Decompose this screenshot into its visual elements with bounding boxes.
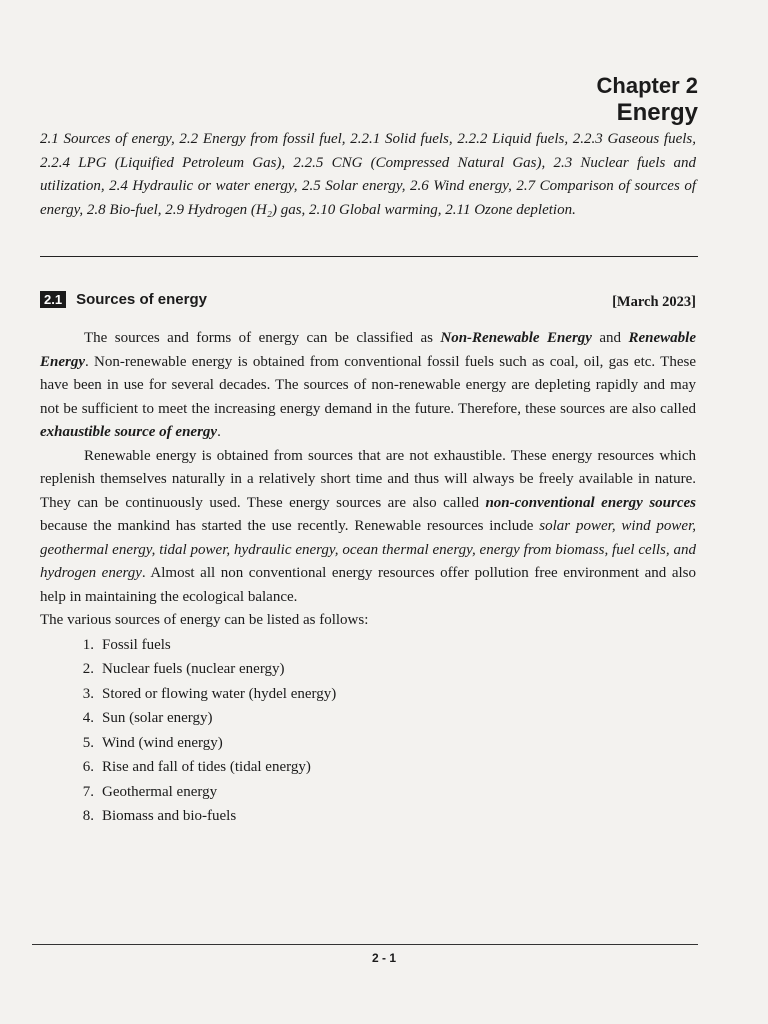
list-intro: The various sources of energy can be listed as follows: <box>40 612 369 628</box>
emphasis-renewable: Renewable Energy <box>40 330 696 370</box>
renewable-resources-list: solar power, wind power, geothermal energy, tidal power, hydraulic energy, ocean thermal energy, energy from biomass, fuel cells, and hydrogen energy <box>40 518 696 581</box>
paragraph-2: Renewable energy is obtained from sources that are not exhaustible. These energy resources which replenish themselves naturally in a relatively short time and thus will always be freely available in nature. They can be continuously used. These energy sources are also called non-conventional energy sources because the mankind has started the use recently. Renewable resources include solar power, wind power, geothermal energy, tidal power, hydraulic energy, ocean thermal energy, energy from biomass, fuel cells, and hydrogen energy. Almost all non conventional energy resources offer pollution free environment and also help in maintaining the ecological balance. <box>40 447 696 605</box>
section-body <box>40 327 696 829</box>
emphasis-exhaustible: exhaustible source of energy <box>40 424 218 440</box>
list-item: 4. Sun (solar energy) <box>82 710 213 726</box>
chapter-header <box>597 72 698 126</box>
list-item: 3. Stored or flowing water (hydel energy) <box>82 685 337 702</box>
emphasis-non-renewable: Non-Renewable Energy <box>440 330 592 346</box>
footer-divider <box>32 944 698 945</box>
paragraph-1: The sources and forms of energy can be classified as Non-Renewable Energy and Renewable Energy. Non-renewable energy is obtained from conventional fossil fuels such as coal, oil, gas etc. These have been in use for several decades. The sources of non-renewable energy are depleting rapidly and may not be sufficient to meet the increasing energy demand in the future. Therefore, these sources are also called exhaustible source of energy. <box>40 330 696 440</box>
sources-list <box>40 633 696 829</box>
section-title: Sources of energy <box>76 290 207 308</box>
exam-date-tag: [March 2023] <box>612 294 696 310</box>
section-number: 2.1 <box>40 291 66 308</box>
page-number: 2 - 1 <box>371 951 396 965</box>
chapter-title: Energy <box>616 99 698 126</box>
list-item: 2. Nuclear fuels (nuclear energy) <box>82 661 285 677</box>
emphasis-non-conventional: non-conventional energy sources <box>485 494 696 511</box>
header-divider <box>40 256 698 257</box>
list-item: 5. Wind (wind energy) <box>82 734 223 751</box>
chapter-number: Chapter 2 <box>596 73 698 98</box>
chapter-contents: 2.1 Sources of energy, 2.2 Energy from fossil fuel, 2.2.1 Solid fuels, 2.2.2 Liquid fuels, 2.2.3 Gaseous fuels, 2.2.4 LPG (Liquified Petroleum Gas), 2.2.5 CNG (Compressed Natural Gas), 2.3 Nuclear fuels and utilization, 2.4 Hydraulic or water energy, 2.5 Solar energy, 2.6 Wind energy, 2.7 Comparison of sources of energy, 2.8 Bio-fuel, 2.9 Hydrogen (H₂) gas, 2.10 Global warming, 2.11 Ozone depletion. <box>40 131 696 218</box>
list-item: 1. Fossil fuels <box>82 636 171 653</box>
section-heading <box>40 290 696 314</box>
list-item: 7. Geothermal energy <box>82 783 218 800</box>
list-item: 6. Rise and fall of tides (tidal energy) <box>82 759 311 775</box>
list-item: 8. Biomass and bio-fuels <box>82 808 237 824</box>
